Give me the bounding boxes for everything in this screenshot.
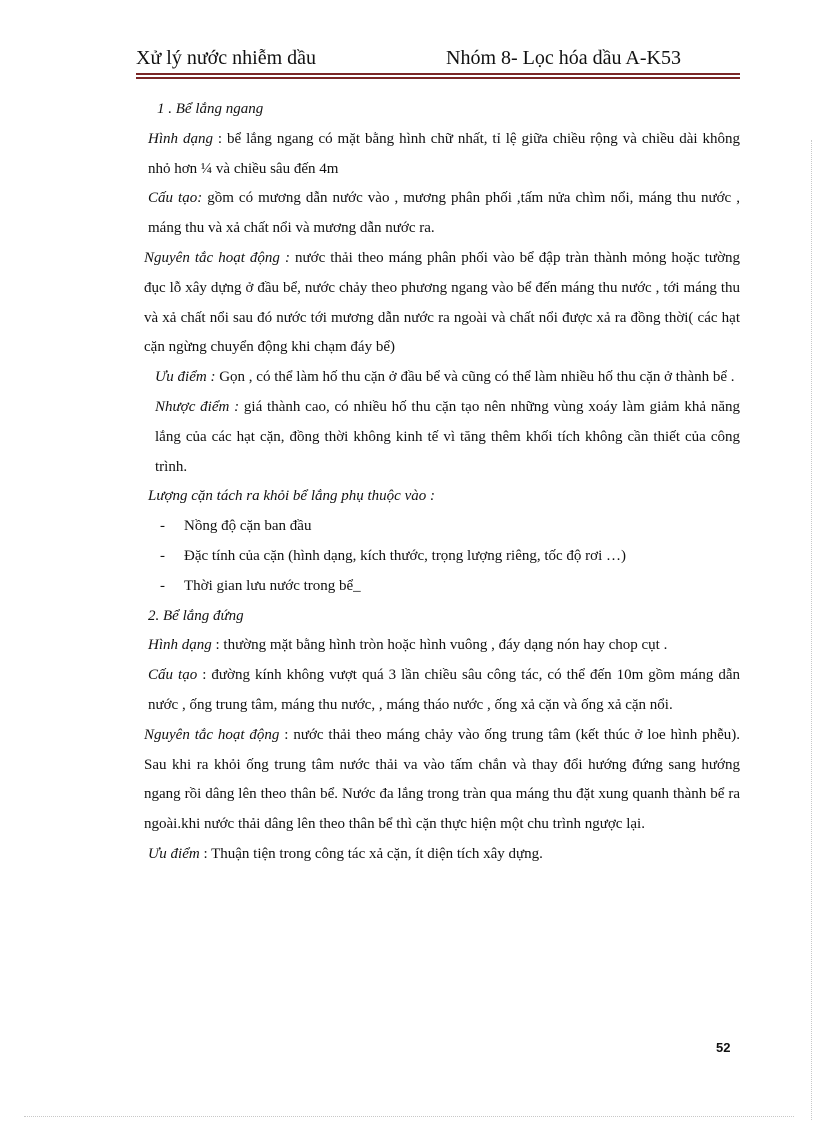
section-2-heading: 2. Bể lắng đứng <box>148 607 244 624</box>
header-title: Xử lý nước nhiễm dầu <box>136 47 316 69</box>
list-item: - Nồng độ cặn ban đầu <box>160 518 312 535</box>
s2-structure-paragraph <box>136 661 740 721</box>
s2-shape-paragraph <box>136 631 740 661</box>
list-item: - Thời gian lưu nước trong bể_ <box>160 577 361 594</box>
s1-advantage-paragraph <box>136 363 740 393</box>
s1-principle-label: Nguyên tắc hoạt động : <box>144 249 290 266</box>
s1-disadvantage-label: Nhược điểm : <box>155 398 240 415</box>
s2-advantage-paragraph <box>136 840 740 870</box>
s2-shape-label: Hình dạng <box>148 637 212 654</box>
s1-shape-text: : bể lắng ngang có mặt bằng hình chữ nhất, tỉ lệ giữa chiều rộng và chiều dài không nhỏ hơn ¼ và chiều sâu đến 4m <box>148 130 741 177</box>
s1-shape-paragraph <box>136 125 740 185</box>
s1-disadvantage-paragraph <box>136 393 740 482</box>
s2-structure-text: : đường kính không vượt quá 3 lần chiều sâu công tác, có thể đến 10m gồm máng dẫn nước , ống trung tâm, máng thu nước, , máng tháo nước , ống xả cặn và ống xả cặn nổi. <box>148 667 740 713</box>
s1-sediment-heading: Lượng cặn tách ra khỏi bể lắng phụ thuộc vào : <box>148 488 435 505</box>
s1-principle-text: nước thải theo máng phân phối vào bể đập tràn thành mỏng hoặc tường đục lỗ xây dựng ở đầu bể, nước chảy theo phương ngang vào bể đến máng thu nước , tới máng thu và xả chất nổi sau đó nước tới mương dẫn nước ra ngoài và chất nổi được xả ra đồng thời( các hạt cặn ngừng chuyển động khi chạm đáy bể) <box>144 249 740 356</box>
s1-advantage-label: Ưu điểm : <box>155 369 216 386</box>
header-group: Nhóm 8- Lọc hóa dầu A-K53 <box>446 47 681 69</box>
bullet-text: Nồng độ cặn ban đầu <box>184 518 312 535</box>
document-body <box>136 95 740 870</box>
page-header <box>136 47 740 75</box>
page-number: 52 <box>716 1040 731 1055</box>
s1-structure-paragraph <box>136 184 740 244</box>
s1-structure-text: gồm có mương dẫn nước vào , mương phân phối ,tấm nửa chìm nổi, máng thu nước , máng thu và xả chất nổi và mương dẫn nước ra. <box>148 190 740 237</box>
s1-shape-label: Hình dạng <box>148 130 213 147</box>
header-rule-top <box>136 73 740 75</box>
s1-structure-label: Cấu tạo: <box>148 190 203 207</box>
bullet-text: Đặc tính của cặn (hình dạng, kích thước, trọng lượng riêng, tốc độ rơi …) <box>184 547 627 564</box>
s2-principle-text: : nước thải theo máng chảy vào ống trung tâm (kết thúc ở loe hình phễu). Sau khi ra khỏi ống trung tâm nước thải va vào tấm chắn và thay đổi hướng đứng sang hướng ngang rồi dâng lên theo thân bể. Nước đa lắng trong tràn qua máng thu đặt xung quanh thành bể ra ngoài.khi nước thải dâng lên theo thân bể thì cặn thực hiện một chu trình ngược lại. <box>144 726 740 833</box>
s2-advantage-text: : Thuận tiện trong công tác xả cặn, ít diện tích xây dựng. <box>199 845 543 862</box>
s2-structure-label: Cấu tạo <box>148 667 198 684</box>
s2-shape-text: : thường mặt bằng hình tròn hoặc hình vuông , đáy dạng nón hay chop cụt . <box>211 637 668 654</box>
s2-principle-paragraph <box>136 721 740 840</box>
s1-disadvantage-text: giá thành cao, có nhiều hố thu cặn tạo nên những vùng xoáy làm giảm khả năng lắng của các hạt cặn, đồng thời không kinh tế vì tăng thêm khối tích không cần thiết của công trình. <box>155 398 740 475</box>
bottom-margin-guide <box>24 1115 794 1117</box>
right-margin-guide <box>809 140 812 1120</box>
s1-principle-paragraph <box>136 244 740 363</box>
bullet-text: Thời gian lưu nước trong bể_ <box>184 577 361 594</box>
s2-principle-label: Nguyên tắc hoạt động <box>144 726 280 743</box>
header-rule-bottom <box>136 77 740 79</box>
s2-advantage-label: Ưu điểm <box>148 845 200 862</box>
section-1-heading: 1 . Bể lắng ngang <box>157 101 264 117</box>
list-item: - Đặc tính của cặn (hình dạng, kích thước, trọng lượng riêng, tốc độ rơi …) <box>160 547 627 564</box>
s1-advantage-text: Gọn , có thể làm hố thu cặn ở đầu bể và cũng có thể làm nhiều hố thu cặn ở thành bể . <box>215 369 735 386</box>
